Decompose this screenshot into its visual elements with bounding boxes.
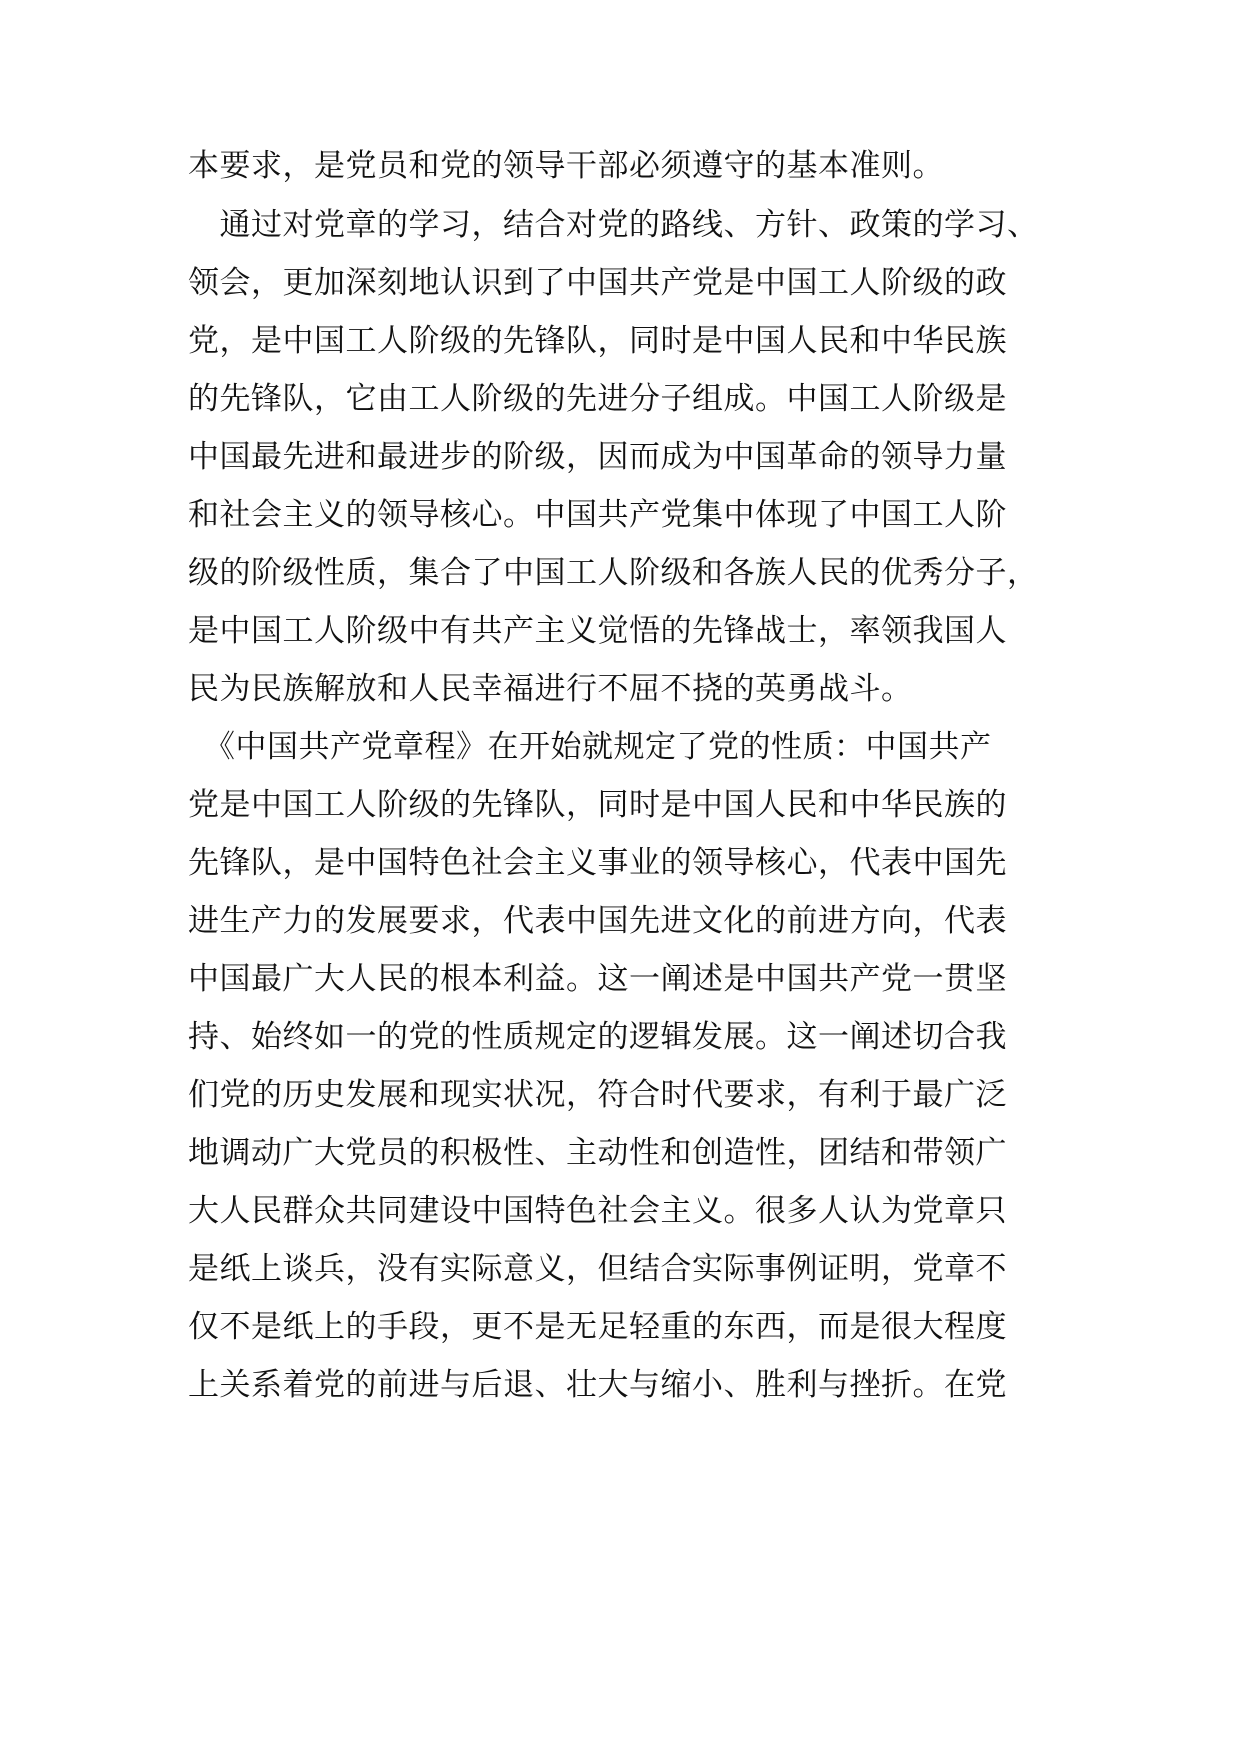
paragraph-3-line-8: 地调动广大党员的积极性、主动性和创造性，团结和带领广 (188, 1135, 1007, 1171)
paragraph-2-line-9: 民为民族解放和人民幸福进行不屈不挠的英勇战斗。 (188, 671, 913, 707)
paragraph-2-line-5: 中国最先进和最进步的阶级，因而成为中国革命的领导力量 (188, 439, 1007, 475)
paragraph-2-line-2: 领会，更加深刻地认识到了中国共产党是中国工人阶级的政 (188, 265, 1007, 301)
paragraph-3-line-1: 《中国共产党章程》在开始就规定了党的性质：中国共产 (188, 729, 992, 765)
paragraph-2-line-6: 和社会主义的领导核心。中国共产党集中体现了中国工人阶 (188, 497, 1007, 533)
paragraph-1-line-1: 本要求，是党员和党的领导干部必须遵守的基本准则。 (188, 148, 944, 184)
paragraph-3-line-7: 们党的历史发展和现实状况，符合时代要求，有利于最广泛 (188, 1077, 1007, 1113)
paragraph-3-line-11: 仅不是纸上的手段，更不是无足轻重的东西，而是很大程度 (188, 1309, 1007, 1345)
paragraph-3-line-9: 大人民群众共同建设中国特色社会主义。很多人认为党章只 (188, 1193, 1007, 1229)
paragraph-2-line-1: 通过对党章的学习，结合对党的路线、方针、政策的学习、 (188, 207, 1039, 243)
paragraph-3-line-3: 先锋队，是中国特色社会主义事业的领导核心，代表中国先 (188, 845, 1007, 881)
paragraph-3-line-6: 持、始终如一的党的性质规定的逻辑发展。这一阐述切合我 (188, 1019, 1007, 1055)
paragraph-2-line-8: 是中国工人阶级中有共产主义觉悟的先锋战士，率领我国人 (188, 613, 1007, 649)
paragraph-3-line-5: 中国最广大人民的根本利益。这一阐述是中国共产党一贯坚 (188, 961, 1007, 997)
paragraph-2-line-7: 级的阶级性质，集合了中国工人阶级和各族人民的优秀分子， (188, 555, 1039, 591)
paragraph-2-line-4: 的先锋队，它由工人阶级的先进分子组成。中国工人阶级是 (188, 381, 1007, 417)
paragraph-3-line-12: 上关系着党的前进与后退、壮大与缩小、胜利与挫折。在党 (188, 1367, 1007, 1403)
paragraph-3-line-4: 进生产力的发展要求，代表中国先进文化的前进方向，代表 (188, 903, 1007, 939)
paragraph-3-line-10: 是纸上谈兵，没有实际意义，但结合实际事例证明，党章不 (188, 1251, 1007, 1287)
paragraph-2-line-3: 党，是中国工人阶级的先锋队，同时是中国人民和中华民族 (188, 323, 1007, 359)
paragraph-3-line-2: 党是中国工人阶级的先锋队，同时是中国人民和中华民族的 (188, 787, 1007, 823)
